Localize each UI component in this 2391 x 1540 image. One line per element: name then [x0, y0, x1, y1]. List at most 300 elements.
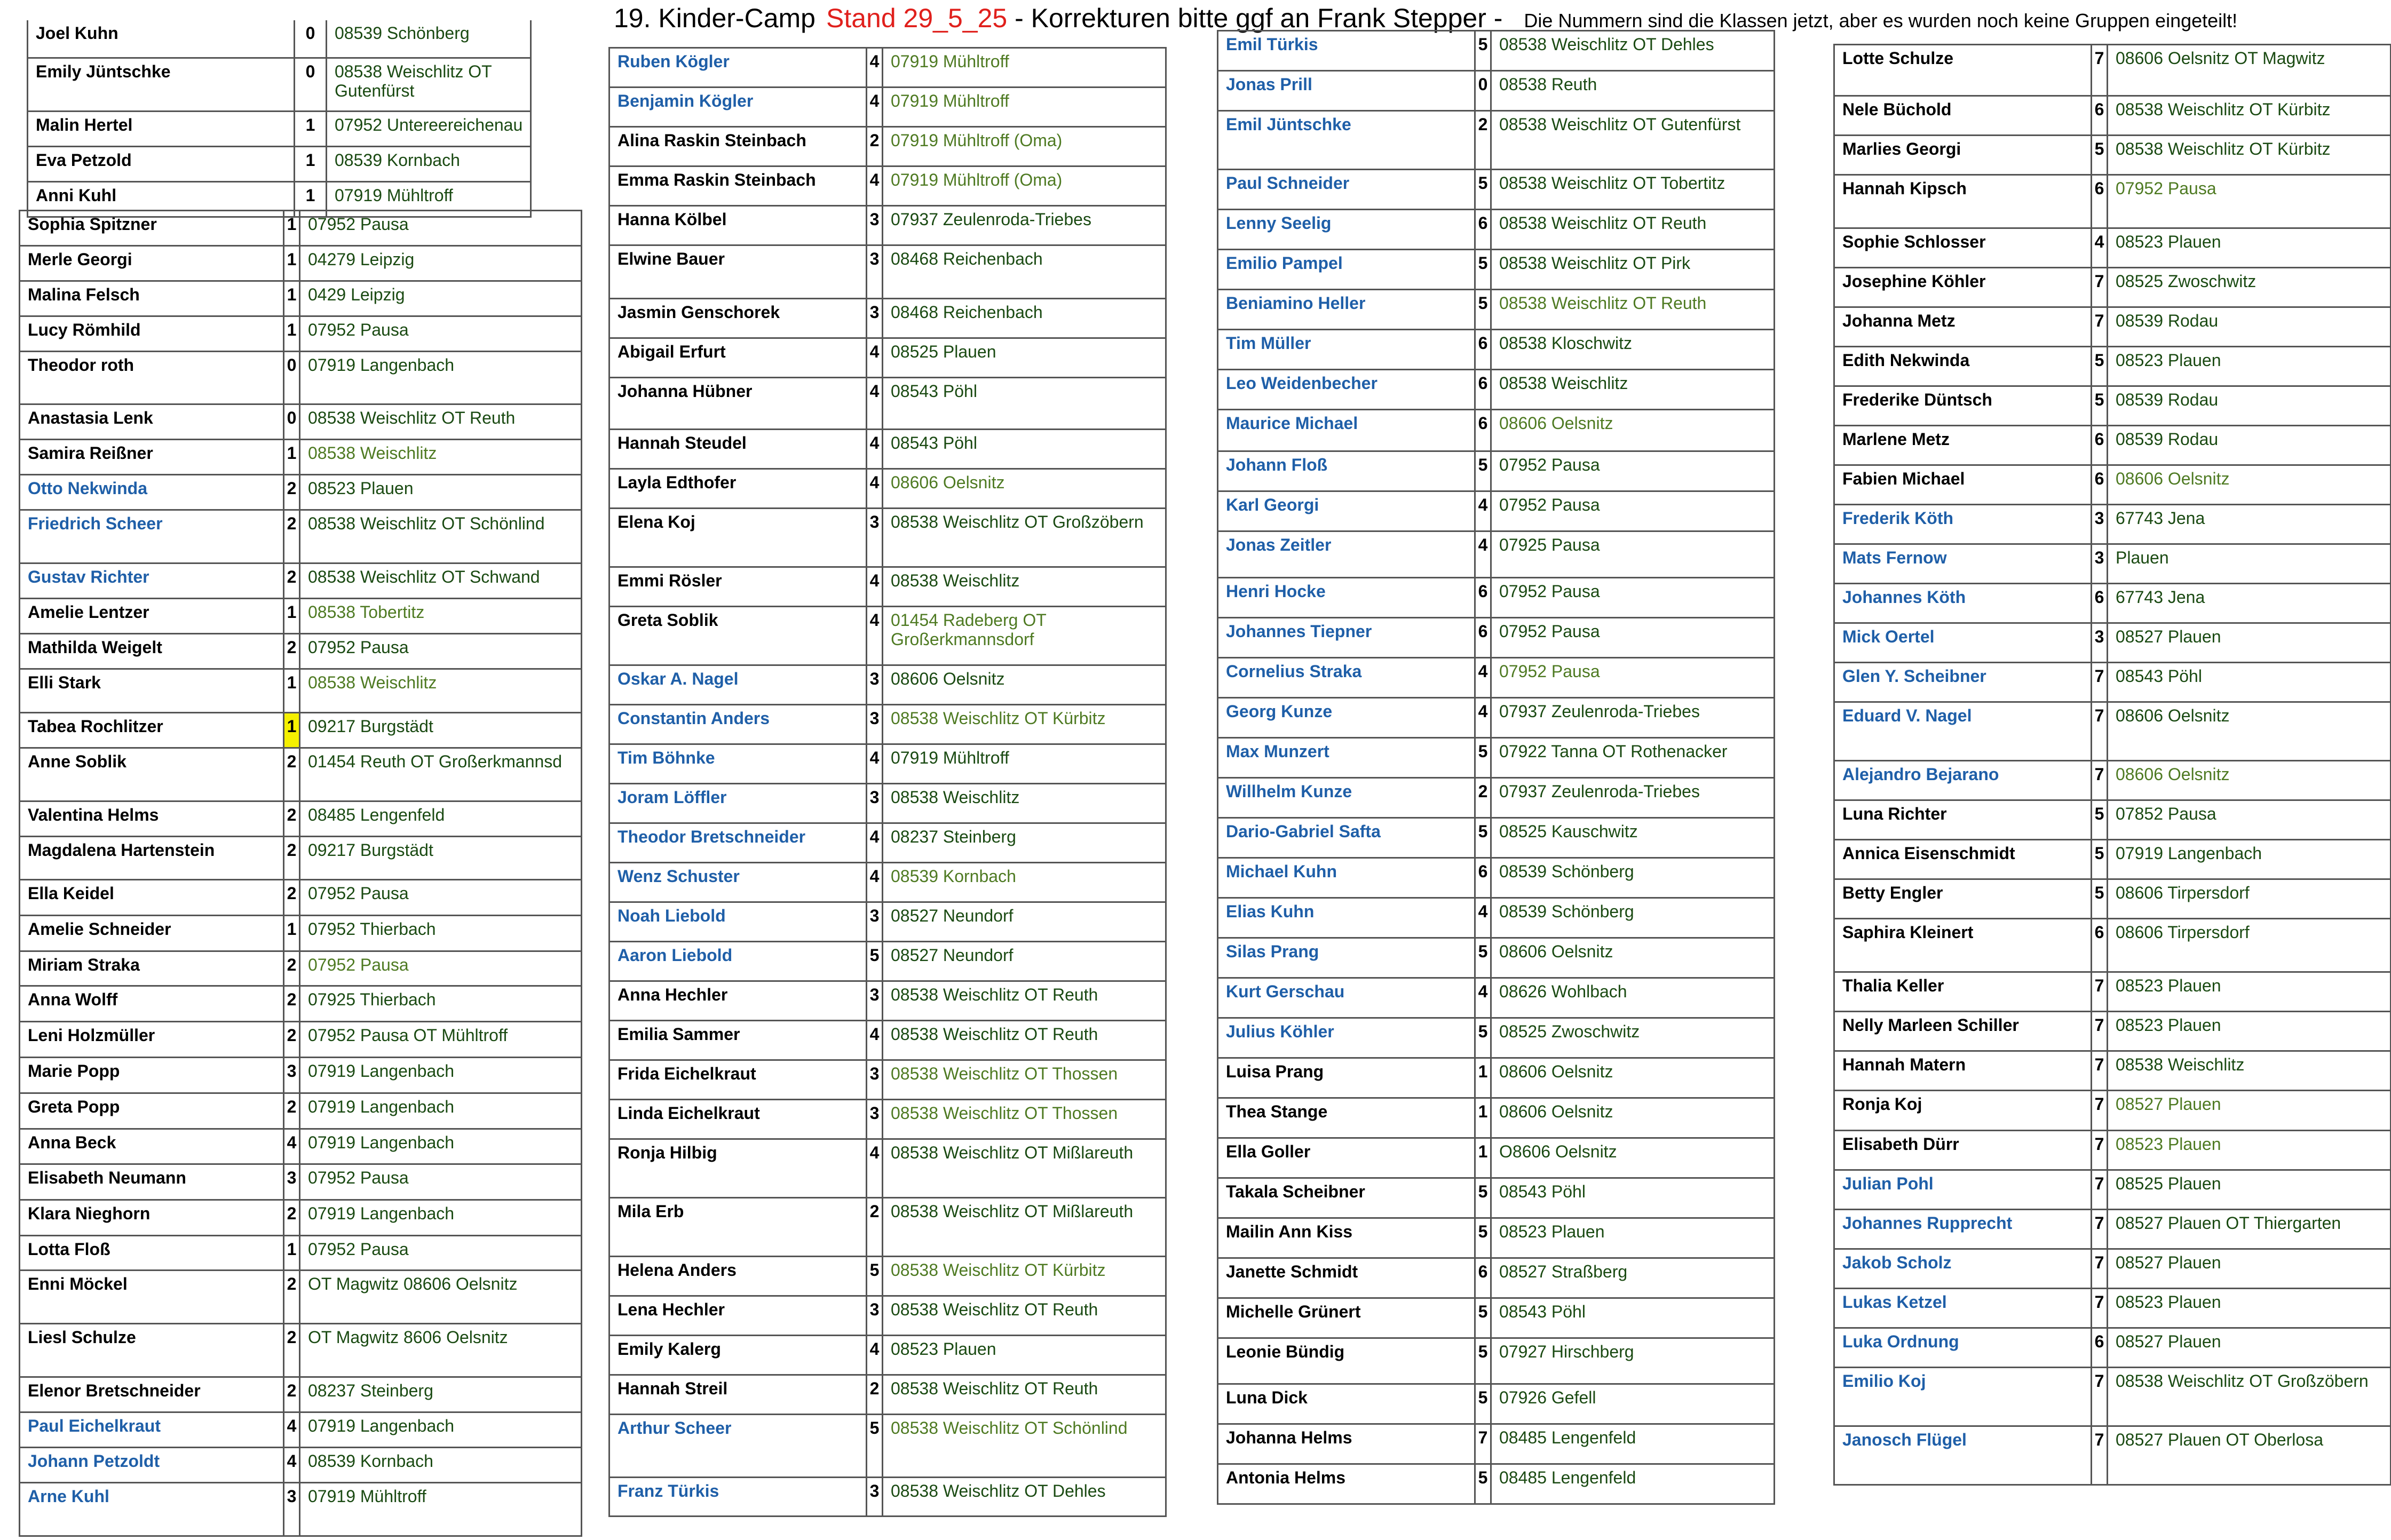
- table-row: [610, 568, 1165, 607]
- place-cell: 07919 Langenbach: [308, 1097, 455, 1116]
- name-cell: Alejandro Bejarano: [1835, 761, 2092, 799]
- table-row: [28, 20, 530, 59]
- class-number-cell: 2: [284, 837, 300, 879]
- class-number-cell: 7: [2092, 1250, 2108, 1288]
- class-number-cell: 7: [2092, 761, 2108, 799]
- name-cell: Silas Prang: [1218, 939, 1476, 977]
- title-corrections: - Korrekturen bitte ggf an Frank Stepper -: [1007, 3, 1503, 33]
- table-row: [1218, 1179, 1774, 1219]
- class-number-cell: 3: [2092, 545, 2108, 583]
- class-number-cell: 6: [2092, 1329, 2108, 1367]
- name-cell: Leni Holzmüller: [20, 1022, 284, 1057]
- name-cell: Valentina Helms: [20, 802, 284, 836]
- class-number-cell: 7: [2092, 268, 2108, 306]
- table-row: [1218, 210, 1774, 250]
- table-row: [28, 59, 530, 112]
- place-cell: 08539 Rodau: [2116, 390, 2219, 409]
- place-cell: 07952 Pausa: [308, 884, 409, 903]
- class-number-cell: 1: [1476, 1099, 1492, 1137]
- table-row: [1218, 452, 1774, 492]
- class-number-cell: 4: [284, 1413, 300, 1447]
- name-cell: Abigail Erfurt: [610, 339, 867, 377]
- name-cell: Annica Eisenschmidt: [1835, 840, 2092, 878]
- name-cell: Tabea Rochlitzer: [20, 713, 284, 747]
- table-row: [20, 440, 581, 475]
- place-cell: 07919 Mühltroff: [891, 748, 1009, 767]
- class-number-cell: 2: [284, 511, 300, 562]
- table-row: [1218, 899, 1774, 939]
- class-number-cell: 5: [2092, 801, 2108, 839]
- place-cell: 08538 Weischlitz OT Reuth: [891, 1300, 1098, 1319]
- name-cell: Emily Jüntschke: [28, 59, 295, 110]
- table-row: [1835, 624, 2390, 663]
- table-row: [1218, 1339, 1774, 1385]
- table-row: [1835, 1250, 2390, 1289]
- place-cell: 08606 Oelsnitz: [2116, 706, 2230, 725]
- name-cell: Mats Fernow: [1835, 545, 2092, 583]
- table-row: [1218, 410, 1774, 452]
- class-number-cell: 3: [867, 299, 883, 337]
- place-cell: 08538 Weischlitz: [2116, 1055, 2245, 1074]
- class-number-cell: 4: [1476, 492, 1492, 530]
- class-number-cell: 4: [867, 863, 883, 901]
- place-cell: 08525 Plauen: [2116, 1174, 2221, 1193]
- place-cell: 08538 Weischlitz OT Reuth: [1499, 293, 1707, 313]
- name-cell: Luisa Prang: [1218, 1059, 1476, 1097]
- name-cell: Fabien Michael: [1835, 466, 2092, 504]
- class-number-cell: 6: [2092, 426, 2108, 464]
- place-cell: 08543 Pöhl: [891, 433, 977, 453]
- table-row: [1835, 840, 2390, 880]
- table-row: [1835, 1427, 2390, 1486]
- name-cell: Ronja Hilbig: [610, 1140, 867, 1197]
- class-number-cell: 1: [284, 440, 300, 474]
- name-cell: Jakob Scholz: [1835, 1250, 2092, 1288]
- class-number-cell: 2: [284, 475, 300, 509]
- name-cell: Malina Felsch: [20, 282, 284, 315]
- table-row: [1835, 880, 2390, 919]
- place-cell: 08525 Zwoschwitz: [1499, 1022, 1640, 1041]
- place-cell: 08527 Plauen OT Thiergarten: [2116, 1213, 2341, 1233]
- table-row: [1835, 919, 2390, 973]
- class-number-cell: 1: [284, 211, 300, 245]
- place-cell: 08606 Tirpersdorf: [2116, 883, 2250, 902]
- class-number-cell: 6: [1476, 410, 1492, 450]
- name-cell: Enni Möckel: [20, 1271, 284, 1323]
- class-number-cell: 6: [1476, 618, 1492, 657]
- place-cell: 08626 Wohlbach: [1499, 982, 1627, 1001]
- place-cell: 08468 Reichenbach: [891, 303, 1043, 322]
- place-cell: 08538 Weischlitz OT Kürbitz: [2116, 139, 2331, 158]
- table-row: [20, 880, 581, 916]
- class-number-cell: 4: [867, 745, 883, 783]
- place-cell: 07919 Mühltroff (Oma): [891, 170, 1063, 189]
- place-cell: 08543 Pöhl: [1499, 1302, 1586, 1321]
- class-number-cell: 6: [2092, 97, 2108, 134]
- place-cell: 08538 Weischlitz OT Reuth: [308, 408, 516, 427]
- table-row: [1218, 779, 1774, 819]
- name-cell: Henri Hocke: [1218, 578, 1476, 617]
- class-number-cell: 5: [1476, 250, 1492, 289]
- table-row: [610, 1100, 1165, 1140]
- place-cell: 08527 Plauen: [2116, 1094, 2221, 1114]
- class-number-cell: 2: [284, 1022, 300, 1057]
- class-number-cell: 2: [284, 1094, 300, 1128]
- name-cell: Ella Goller: [1218, 1139, 1476, 1177]
- place-cell: 08538 Weischlitz OT Schönlind: [308, 514, 545, 533]
- table-row: [1218, 939, 1774, 979]
- class-number-cell: 1: [284, 670, 300, 712]
- name-cell: Joel Kuhn: [28, 20, 295, 57]
- place-cell: 07852 Pausa: [2116, 804, 2216, 823]
- name-cell: Cornelius Straka: [1218, 658, 1476, 697]
- table-row: [1835, 97, 2390, 136]
- place-cell: 08538 Weischlitz OT Dehles: [1499, 35, 1714, 54]
- name-cell: Emilio Pampel: [1218, 250, 1476, 289]
- class-number-cell: 6: [1476, 859, 1492, 897]
- class-number-cell: 5: [1476, 1465, 1492, 1503]
- class-number-cell: 7: [2092, 45, 2108, 95]
- table-row: [1835, 1368, 2390, 1427]
- name-cell: Oskar A. Nagel: [610, 666, 867, 704]
- table-row: [610, 666, 1165, 705]
- place-cell: 08543 Pöhl: [891, 382, 977, 401]
- name-cell: Johannes Rupprecht: [1835, 1210, 2092, 1248]
- place-cell: 08538 Weischlitz: [1499, 374, 1628, 393]
- table-row: [1218, 979, 1774, 1019]
- place-cell: 07925 Thierbach: [308, 990, 436, 1009]
- table-row: [1835, 663, 2390, 703]
- place-cell: 07919 Langenbach: [2116, 844, 2262, 863]
- class-number-cell: 1: [284, 713, 300, 747]
- class-number-cell: 5: [1476, 819, 1492, 857]
- name-cell: Liesl Schulze: [20, 1324, 284, 1376]
- table-row: [1218, 658, 1774, 698]
- name-cell: Takala Scheibner: [1218, 1179, 1476, 1217]
- table-row: [1218, 1259, 1774, 1299]
- table-row: [610, 1140, 1165, 1198]
- name-cell: Arthur Scheer: [610, 1415, 867, 1477]
- table-row: [610, 49, 1165, 88]
- class-number-cell: 3: [867, 1100, 883, 1138]
- class-number-cell: 4: [867, 1021, 883, 1059]
- class-number-cell: 4: [867, 470, 883, 507]
- class-number-cell: 2: [1476, 779, 1492, 817]
- place-cell: 08527 Plauen: [2116, 627, 2221, 646]
- table-row: [1835, 229, 2390, 268]
- class-number-cell: 1: [284, 282, 300, 315]
- table-row: [20, 511, 581, 564]
- table-row: [1218, 1425, 1774, 1465]
- class-number-cell: 4: [867, 607, 883, 664]
- class-number-cell: 4: [867, 49, 883, 86]
- place-cell: 08543 Pöhl: [2116, 666, 2202, 686]
- table-row: [1218, 618, 1774, 658]
- table-row: [610, 863, 1165, 903]
- place-cell: 08523 Plauen: [2116, 351, 2221, 370]
- table-row: [1218, 1139, 1774, 1179]
- class-number-cell: 1: [284, 916, 300, 950]
- place-cell: 67743 Jena: [2116, 509, 2205, 528]
- name-cell: Lotte Schulze: [1835, 45, 2092, 95]
- class-number-cell: 5: [1476, 31, 1492, 70]
- name-cell: Sophie Schlosser: [1835, 229, 2092, 267]
- class-number-cell: 0: [1476, 72, 1492, 110]
- place-cell: 08538 Weischlitz: [891, 788, 1020, 807]
- table-row: [610, 207, 1165, 246]
- place-cell: 07937 Zeulenroda-Triebes: [1499, 782, 1700, 801]
- table-row: [610, 1257, 1165, 1297]
- place-cell: 08543 Pöhl: [1499, 1182, 1586, 1201]
- table-row: [20, 1413, 581, 1448]
- name-cell: Amelie Lentzer: [20, 599, 284, 633]
- name-cell: Michelle Grünert: [1218, 1299, 1476, 1337]
- table-row: [610, 1415, 1165, 1478]
- class-number-cell: 2: [867, 128, 883, 165]
- name-cell: Paul Schneider: [1218, 170, 1476, 209]
- name-cell: Johann Petzoldt: [20, 1448, 284, 1482]
- class-number-cell: 6: [2092, 176, 2108, 227]
- name-cell: Alina Raskin Steinbach: [610, 128, 867, 165]
- place-cell: 08523 Plauen: [308, 479, 414, 498]
- table-row: [610, 607, 1165, 666]
- table-row: [1218, 72, 1774, 112]
- class-number-cell: 4: [1476, 532, 1492, 577]
- table-row: [1835, 45, 2390, 97]
- place-cell: 07952 Pausa: [308, 215, 409, 234]
- class-number-cell: 3: [867, 705, 883, 743]
- class-number-cell: 2: [284, 749, 300, 800]
- table-row: [20, 802, 581, 837]
- place-cell: 08538 Weischlitz OT Schwand: [308, 567, 540, 586]
- table-row: [1218, 859, 1774, 899]
- place-cell: 08539 Schönberg: [1499, 902, 1634, 921]
- name-cell: Tim Müller: [1218, 330, 1476, 369]
- participant-table-1a: [27, 20, 532, 218]
- table-row: [1835, 584, 2390, 624]
- table-row: [20, 670, 581, 713]
- class-number-cell: 5: [867, 942, 883, 980]
- name-cell: Ronja Koj: [1835, 1091, 2092, 1130]
- name-cell: Noah Liebold: [610, 903, 867, 941]
- name-cell: Mathilda Weigelt: [20, 634, 284, 668]
- table-row: [20, 1201, 581, 1236]
- place-cell: 07919 Mühltroff: [891, 52, 1009, 71]
- table-row: [20, 1236, 581, 1271]
- place-cell: 08525 Kauschwitz: [1499, 822, 1638, 841]
- class-number-cell: 3: [284, 1165, 300, 1199]
- class-number-cell: 4: [867, 167, 883, 205]
- class-number-cell: 5: [2092, 387, 2108, 425]
- place-cell: 07925 Pausa: [1499, 535, 1600, 554]
- class-number-cell: 0: [295, 59, 327, 110]
- table-row: [1218, 532, 1774, 578]
- table-row: [20, 749, 581, 802]
- table-row: [1835, 801, 2390, 840]
- table-row: [28, 147, 530, 182]
- class-number-cell: 7: [2092, 1131, 2108, 1169]
- place-cell: 08538 Weischlitz OT Großzöbern: [891, 512, 1144, 531]
- name-cell: Glen Y. Scheibner: [1835, 663, 2092, 701]
- place-cell: 08606 Oelsnitz: [891, 669, 1005, 688]
- class-number-cell: 1: [284, 317, 300, 351]
- table-row: [610, 299, 1165, 339]
- table-row: [610, 1336, 1165, 1376]
- name-cell: Emilio Koj: [1835, 1368, 2092, 1425]
- table-row: [1218, 330, 1774, 370]
- table-row: [20, 1448, 581, 1483]
- place-cell: 01454 Reuth OT Großerkmannsd: [308, 752, 563, 771]
- name-cell: Johannes Tiepner: [1218, 618, 1476, 657]
- name-cell: Hannah Streil: [610, 1376, 867, 1414]
- place-cell: 08538 Weischlitz OT Großzöbern: [2116, 1371, 2369, 1391]
- class-number-cell: 2: [284, 1378, 300, 1411]
- name-cell: Anni Kuhl: [28, 182, 295, 216]
- class-number-cell: 5: [867, 1415, 883, 1477]
- class-number-cell: 5: [1476, 1019, 1492, 1057]
- class-number-cell: 2: [284, 952, 300, 985]
- class-number-cell: 1: [284, 1236, 300, 1269]
- name-cell: Maurice Michael: [1218, 410, 1476, 450]
- place-cell: 07952 Pausa: [308, 1240, 409, 1259]
- table-row: [610, 705, 1165, 745]
- class-number-cell: 5: [2092, 880, 2108, 918]
- table-row: [1835, 1131, 2390, 1171]
- table-row: [1835, 1329, 2390, 1368]
- table-row: [610, 339, 1165, 378]
- name-cell: Edith Nekwinda: [1835, 347, 2092, 385]
- name-cell: Eva Petzold: [28, 147, 295, 181]
- table-row: [1218, 170, 1774, 210]
- name-cell: Willhelm Kunze: [1218, 779, 1476, 817]
- table-row: [1835, 1091, 2390, 1131]
- place-cell: 08539 Rodau: [2116, 430, 2219, 449]
- place-cell: 09217 Burgstädt: [308, 717, 433, 736]
- class-number-cell: 7: [2092, 1012, 2108, 1050]
- class-number-cell: 3: [867, 246, 883, 298]
- place-cell: 08539 Rodau: [2116, 311, 2219, 330]
- name-cell: Elli Stark: [20, 670, 284, 712]
- place-cell: 08523 Plauen: [2116, 976, 2221, 995]
- table-row: [1835, 136, 2390, 176]
- class-number-cell: 2: [284, 634, 300, 668]
- place-cell: 08527 Neundorf: [891, 946, 1014, 965]
- class-number-cell: 4: [1476, 698, 1492, 737]
- place-cell: 08538 Weischlitz OT Thossen: [891, 1104, 1118, 1123]
- place-cell: 07952 Pausa: [308, 955, 409, 974]
- table-row: [20, 1483, 581, 1537]
- place-cell: 08523 Plauen: [2116, 232, 2221, 251]
- table-row: [1218, 819, 1774, 859]
- class-number-cell: 1: [1476, 1059, 1492, 1097]
- name-cell: Sophia Spitzner: [20, 211, 284, 245]
- class-number-cell: 2: [284, 880, 300, 915]
- place-cell: 08606 Oelsnitz: [891, 473, 1005, 492]
- table-row: [20, 713, 581, 749]
- name-cell: Paul Eichelkraut: [20, 1413, 284, 1447]
- place-cell: 07952 Untereereichenau: [335, 115, 523, 134]
- class-number-cell: 2: [284, 1271, 300, 1323]
- class-number-cell: 3: [867, 1297, 883, 1335]
- place-cell: Plauen: [2116, 548, 2169, 567]
- place-cell: 04279 Leipzig: [308, 250, 415, 269]
- name-cell: Thea Stange: [1218, 1099, 1476, 1137]
- name-cell: Mila Erb: [610, 1198, 867, 1256]
- name-cell: Mailin Ann Kiss: [1218, 1219, 1476, 1257]
- place-cell: 08606 Oelsnitz: [1499, 414, 1613, 433]
- table-row: [1218, 1465, 1774, 1505]
- place-cell: 08538 Weischlitz: [308, 443, 437, 463]
- place-cell: 07926 Gefell: [1499, 1388, 1596, 1407]
- name-cell: Lukas Ketzel: [1835, 1289, 2092, 1327]
- class-number-cell: 3: [867, 1478, 883, 1515]
- class-number-cell: 1: [1476, 1139, 1492, 1177]
- name-cell: Nele Büchold: [1835, 97, 2092, 134]
- place-cell: 08538 Weischlitz OT Reuth: [891, 1025, 1098, 1044]
- name-cell: Jonas Zeitler: [1218, 532, 1476, 577]
- name-cell: Mick Oertel: [1835, 624, 2092, 662]
- name-cell: Nelly Marleen Schiller: [1835, 1012, 2092, 1050]
- place-cell: 08606 Oelsnitz: [1499, 942, 1613, 961]
- class-number-cell: 3: [284, 1483, 300, 1535]
- name-cell: Emily Kalerg: [610, 1336, 867, 1374]
- place-cell: 07952 Pausa: [1499, 455, 1600, 474]
- name-cell: Otto Nekwinda: [20, 475, 284, 509]
- name-cell: Janosch Flügel: [1835, 1427, 2092, 1484]
- class-number-cell: 0: [284, 405, 300, 439]
- place-cell: 08538 Weischlitz OT Kürbitz: [891, 709, 1106, 728]
- table-row: [610, 824, 1165, 863]
- table-row: [1835, 268, 2390, 308]
- class-number-cell: 2: [867, 1198, 883, 1256]
- class-number-cell: 3: [867, 509, 883, 566]
- place-cell: 08237 Steinberg: [891, 827, 1016, 846]
- name-cell: Johanna Metz: [1835, 308, 2092, 346]
- table-row: [1835, 761, 2390, 801]
- name-cell: Betty Engler: [1835, 880, 2092, 918]
- participant-table-1b: [19, 210, 582, 1537]
- class-number-cell: 4: [2092, 229, 2108, 267]
- name-cell: Amelie Schneider: [20, 916, 284, 950]
- place-cell: 07952 Pausa: [308, 320, 409, 339]
- name-cell: Miriam Straka: [20, 952, 284, 985]
- name-cell: Emil Türkis: [1218, 31, 1476, 70]
- place-cell: 08538 Weischlitz OT Reuth: [891, 1379, 1098, 1398]
- name-cell: Johannes Köth: [1835, 584, 2092, 622]
- name-cell: Marlene Metz: [1835, 426, 2092, 464]
- class-number-cell: 4: [284, 1448, 300, 1482]
- class-number-cell: 1: [295, 182, 327, 216]
- name-cell: Ella Keidel: [20, 880, 284, 915]
- place-cell: 08527 Plauen OT Oberlosa: [2116, 1430, 2323, 1449]
- name-cell: Klara Nieghorn: [20, 1201, 284, 1235]
- class-number-cell: 4: [867, 88, 883, 126]
- name-cell: Johann Floß: [1218, 452, 1476, 490]
- place-cell: 08485 Lengenfeld: [1499, 1428, 1636, 1447]
- table-row: [20, 1378, 581, 1413]
- name-cell: Anna Wolff: [20, 987, 284, 1021]
- table-row: [1218, 31, 1774, 72]
- class-number-cell: 7: [2092, 308, 2108, 346]
- place-cell: 08527 Plauen: [2116, 1253, 2221, 1272]
- place-cell: OT Magwitz 08606 Oelsnitz: [308, 1274, 518, 1293]
- class-number-cell: 4: [867, 1336, 883, 1374]
- place-cell: 08606 Oelsnitz: [2116, 765, 2230, 784]
- table-row: [1218, 1385, 1774, 1425]
- name-cell: Lena Hechler: [610, 1297, 867, 1335]
- table-row: [20, 405, 581, 440]
- table-row: [20, 211, 581, 247]
